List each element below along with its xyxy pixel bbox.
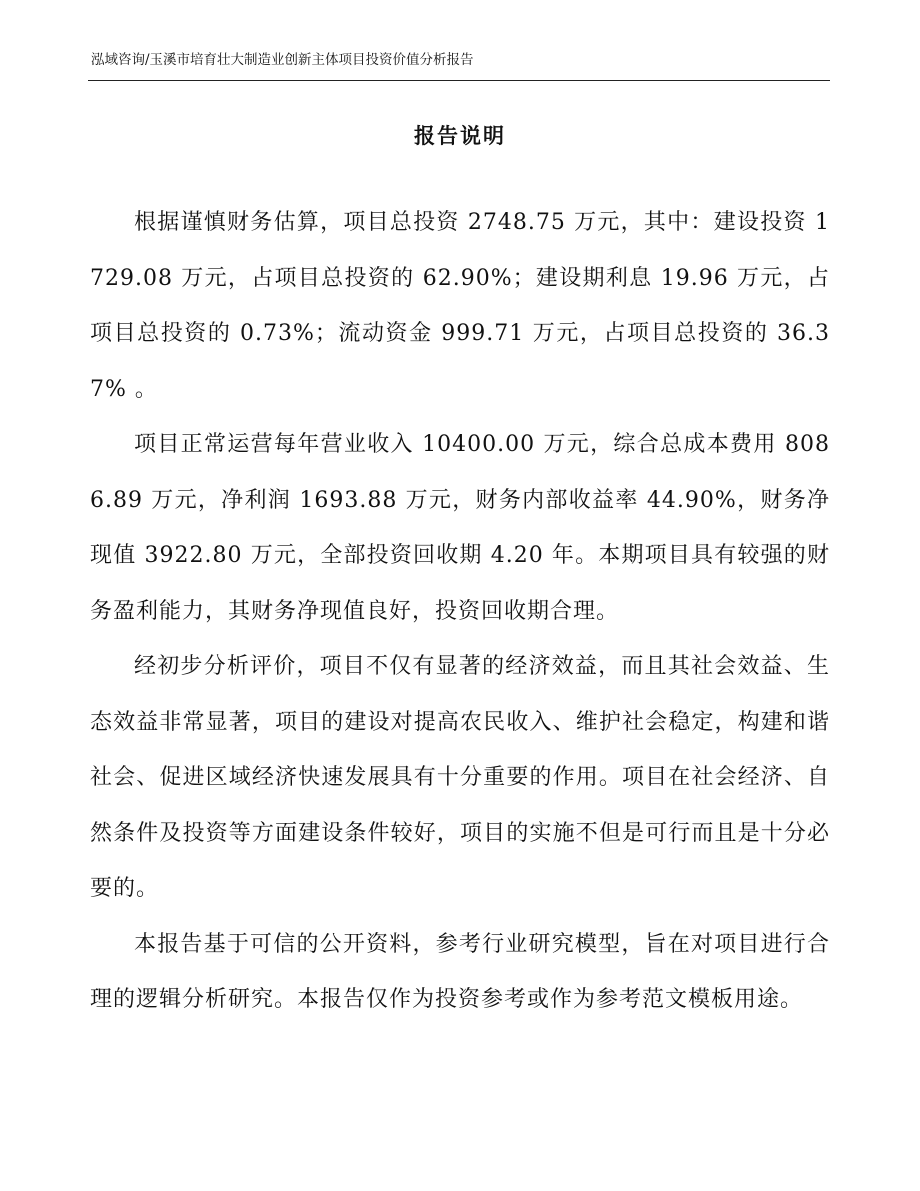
report-body bbox=[90, 195, 830, 1028]
paragraph-disclaimer: 本报告基于可信的公开资料，参考行业研究模型，旨在对项目进行合理的逻辑分析研究。本报告仅作为投资参考或作为参考范文模板用途。 bbox=[90, 931, 830, 1012]
header-divider bbox=[88, 80, 830, 81]
paragraph-investment: 根据谨慎财务估算，项目总投资 2748.75 万元，其中：建设投资 1729.08 万元，占项目总投资的 62.90%；建设期利息 19.96 万元，占项目总投资的 0.73%；流动资金 999.71 万元，占项目总投资的 36.37% 。 bbox=[90, 210, 830, 402]
running-header: 泓域咨询/玉溪市培育壮大制造业创新主体项目投资价值分析报告 bbox=[91, 52, 474, 68]
paragraph-evaluation: 经初步分析评价，项目不仅有显著的经济效益，而且其社会效益、生态效益非常显著，项目的建设对提高农民收入、维护社会稳定，构建和谐社会、促进区域经济快速发展具有十分重要的作用。项目在社会经济、自然条件及投资等方面建设条件较好，项目的实施不但是可行而且是十分必要的。 bbox=[90, 654, 830, 901]
paragraph-financials: 项目正常运营每年营业收入 10400.00 万元，综合总成本费用 8086.89 万元，净利润 1693.88 万元，财务内部收益率 44.90%，财务净现值 3922.80 万元，全部投资回收期 4.20 年。本期项目具有较强的财务盈利能力，其财务净现值良好，投资回收期合理。 bbox=[90, 432, 830, 624]
page-title: 报告说明 bbox=[414, 123, 506, 148]
